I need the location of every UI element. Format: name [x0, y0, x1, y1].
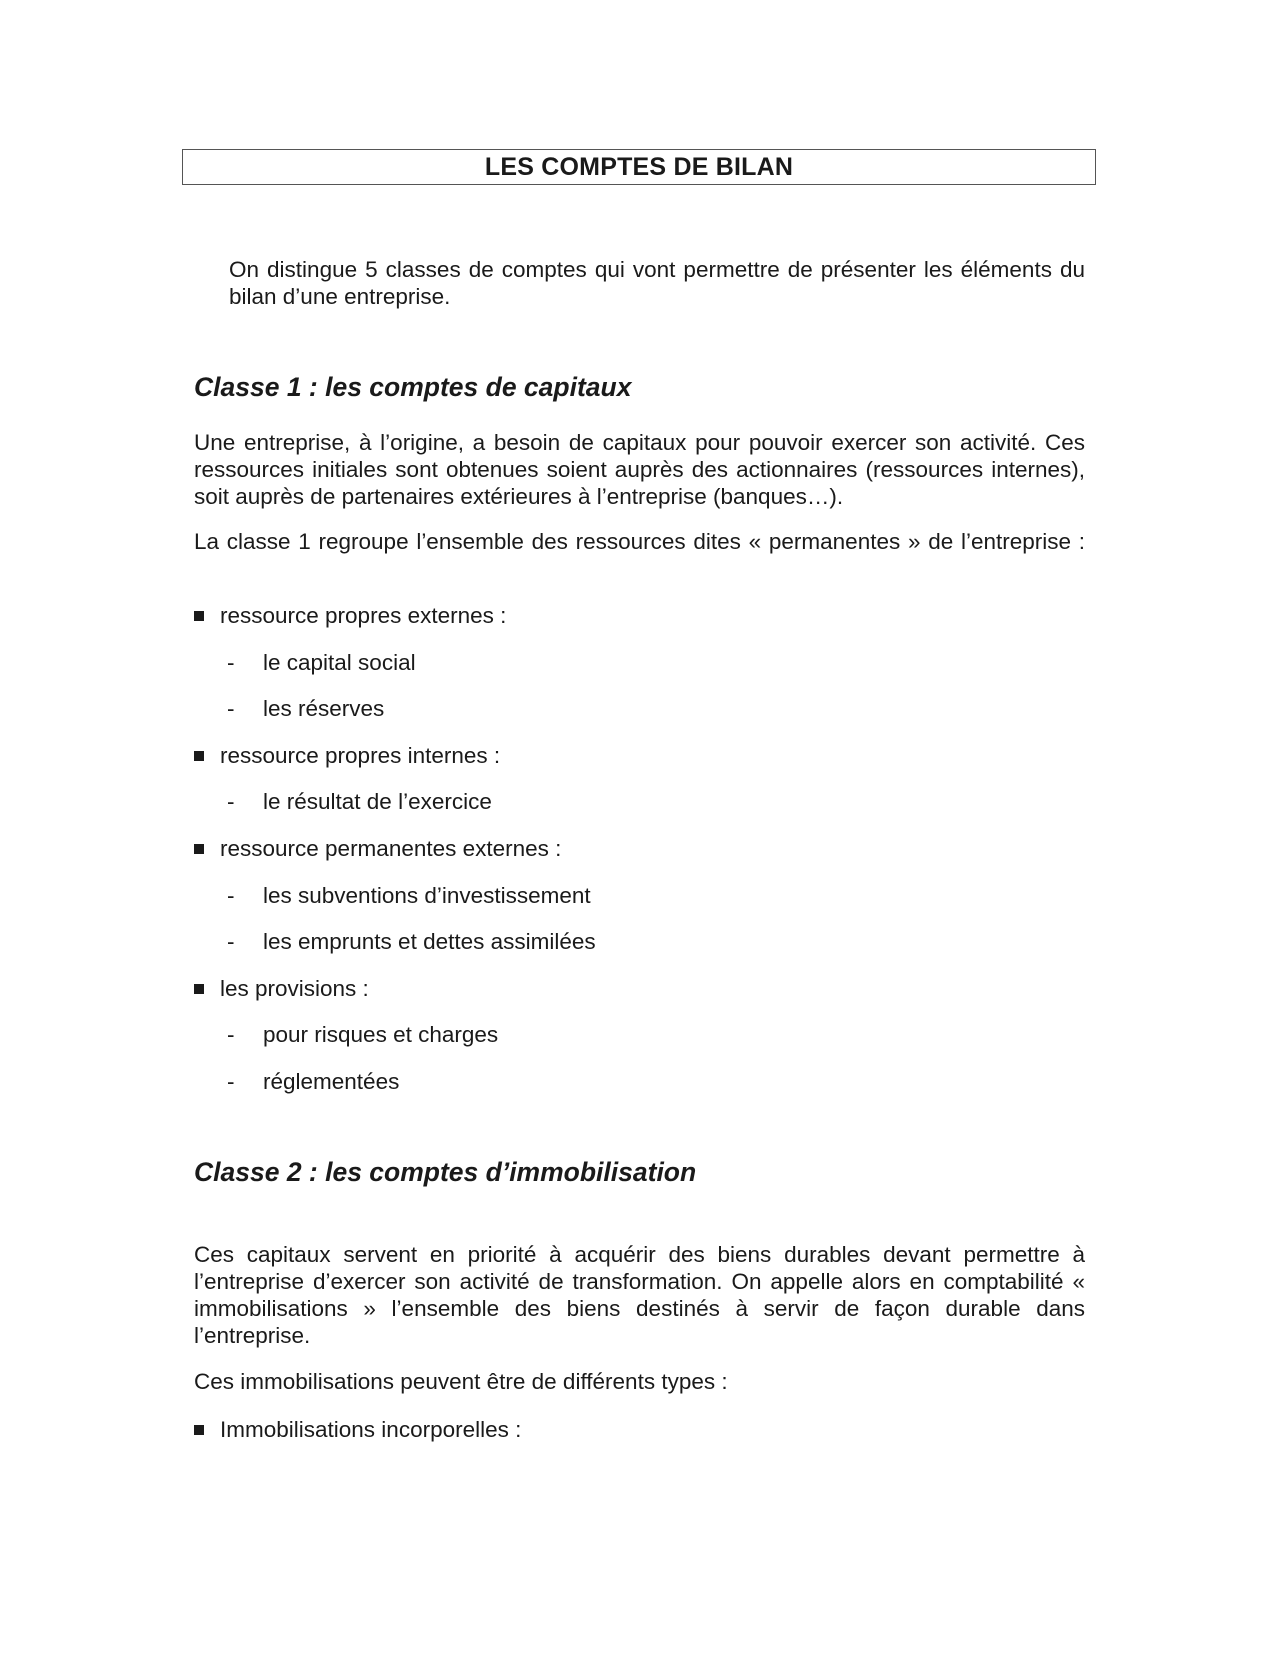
classe1-paragraph-1: Une entreprise, à l’origine, a besoin de capitaux pour pouvoir exercer son activité. Ces ressources initiales sont obtenues soient auprès des actionnaires (ressources internes), soit auprès de partenaires extérieures à l’entreprise (banques…). [194, 430, 1085, 509]
classe1-heading: Classe 1 : les comptes de capitaux [194, 372, 632, 402]
group-label: les provisions : [220, 976, 369, 1001]
list-item [194, 975, 369, 1002]
sub-item-label: les subventions d’investissement [263, 883, 591, 908]
group-label: ressource permanentes externes : [220, 836, 562, 861]
sub-item-label: le capital social [263, 650, 416, 675]
sub-list-item [227, 882, 591, 909]
sub-item-label: les emprunts et dettes assimilées [263, 929, 596, 954]
sub-list-item [227, 928, 596, 955]
list-item [194, 1416, 521, 1443]
dash-bullet: - [227, 929, 235, 954]
square-bullet-icon [194, 844, 204, 854]
group-label: Immobilisations incorporelles : [220, 1417, 522, 1442]
square-bullet-icon [194, 1425, 204, 1435]
sub-item-label: pour risques et charges [263, 1022, 499, 1047]
list-item [194, 742, 500, 769]
dash-bullet: - [227, 789, 235, 814]
classe1-paragraph-2: La classe 1 regroupe l’ensemble des ressources dites « permanentes » de l’entreprise : [194, 529, 1085, 554]
dash-bullet: - [227, 696, 235, 721]
dash-bullet: - [227, 883, 235, 908]
sub-item-label: les réserves [263, 696, 385, 721]
square-bullet-icon [194, 611, 204, 621]
dash-bullet: - [227, 1022, 235, 1047]
classe2-heading: Classe 2 : les comptes d’immobilisation [194, 1157, 697, 1187]
sub-list-item [227, 695, 384, 722]
sub-item-label: le résultat de l’exercice [263, 789, 492, 814]
dash-bullet: - [227, 650, 235, 675]
group-label: ressource propres internes : [220, 743, 501, 768]
square-bullet-icon [194, 751, 204, 761]
dash-bullet: - [227, 1069, 235, 1094]
sub-item-label: réglementées [263, 1069, 400, 1094]
group-label: ressource propres externes : [220, 603, 507, 628]
sub-list-item [227, 649, 416, 676]
page-title: LES COMPTES DE BILAN [182, 149, 1096, 185]
intro-paragraph: On distingue 5 classes de comptes qui vont permettre de présenter les éléments du bilan d’une entreprise. [229, 257, 1085, 309]
list-item [194, 602, 506, 629]
square-bullet-icon [194, 984, 204, 994]
sub-list-item [227, 1068, 399, 1095]
classe2-paragraph-2: Ces immobilisations peuvent être de différents types : [194, 1369, 728, 1394]
classe2-paragraph-1: Ces capitaux servent en priorité à acquérir des biens durables devant permettre à l’entreprise d’exercer son activité de transformation. On appelle alors en comptabilité « immobilisations » l’ensemble des biens destinés à servir de façon durable dans l’entreprise. [194, 1242, 1085, 1348]
sub-list-item [227, 1021, 498, 1048]
list-item [194, 835, 561, 862]
sub-list-item [227, 788, 492, 815]
